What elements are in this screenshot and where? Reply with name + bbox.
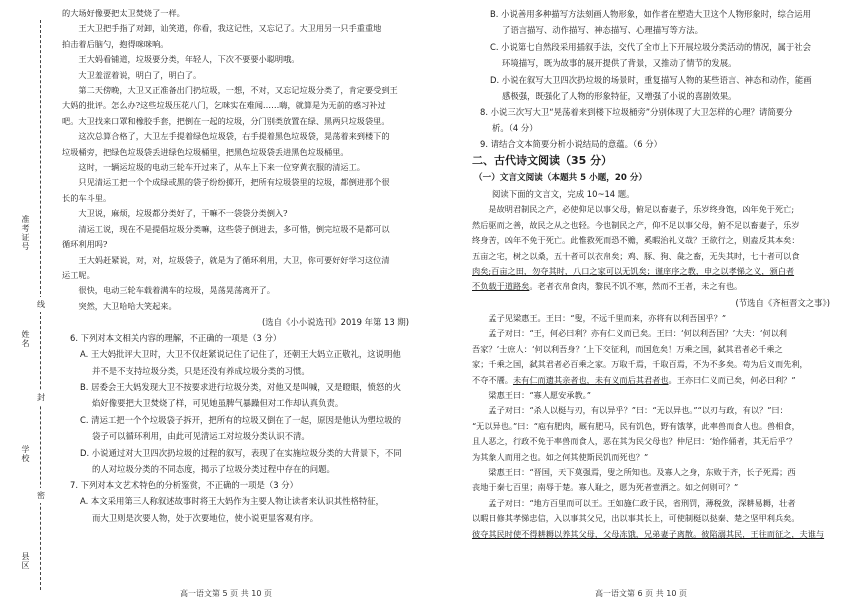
exam-number-label: 准考证号	[21, 215, 30, 251]
page-footer: 高一语文第 5 页 共 10 页	[180, 589, 272, 598]
answer-option-line: C. 小说第七自然段采用插叙手法，交代了全市上下开展垃圾分类活动的情况，属于社会	[490, 41, 812, 52]
classical-passage-1	[472, 202, 838, 294]
text-line: 为其象人而用之也。如之何其使斯民饥而死也？”	[472, 451, 649, 462]
text-line: 只见清运工把一个个成绿或黑的袋子纷纷掷开，把所有垃圾袋里的垃圾，都倒进那个很	[78, 177, 390, 188]
text-line: 吧。大卫找来口罩和橡胶手套，把倒在一起的垃圾，分门别类放置在绿、黑两只垃圾袋里。	[62, 115, 390, 126]
text-line: 丧地于秦七百里；南辱于楚。寡人耻之，愿为死者壹洒之。如之何则可？”	[472, 482, 739, 493]
answer-option-line: A. 王大妈批评大卫时，大卫不仅赶紧说记住了记住了，还朝王大妈立正敬礼，这说明他	[80, 349, 401, 360]
text-line: 第二天傍晚，大卫又正准备出门扔垃圾，一想，不对，又忘记垃圾分类了，肯定要受到王	[78, 85, 398, 96]
text-line: 以暇日修其孝悌忠信，入以事其父兄，出以事其长上，可使制梃以挞秦、楚之坚甲利兵矣。	[472, 513, 800, 524]
text-line: 彼夺其民时使不得耕耨以养其父母，父母冻饿，兄弟妻子离散。彼陷溺其民，王往而征之，夫谁与	[472, 528, 825, 539]
answer-option-line: 焰好像要把大卫焚烧了样，可见她虽脾气暴躁但对工作却认真负责。	[92, 398, 344, 409]
text-line: 五亩之宅，树之以桑，五十者可以衣帛矣；鸡、豚、狗、彘之畜，无失其时，七十者可以食	[472, 250, 800, 261]
answer-option-line: B. 居委会王大妈发现大卫不按要求进行垃圾分类，对他又是叫喊，又是瞪眼，愤怒的火	[80, 381, 401, 392]
page-footer: 高一语文第 6 页 共 10 页	[595, 589, 687, 598]
answer-option-line: A. 本文采用第三人称叙述故事时将王大妈作为主要人物让读者来认识其性格特征，	[80, 496, 385, 507]
text-line: 王大卫把手指了对卸，讪笑道，你看，我这记性，又忘记了。大卫用另一只手重重地	[78, 23, 382, 34]
question-7-options	[62, 493, 417, 526]
text-line: 很快，电动三轮车载着满车的垃圾，晃荡晃荡离开了。	[78, 285, 275, 296]
answer-option-line: 感极强，既强化了人物的形象特征，又增强了小说的喜剧效果。	[502, 91, 737, 102]
text-line: “无以异也。”曰：“庖有肥肉，厩有肥马，民有饥色，野有饿莩，此率兽而食人也。兽相食，	[472, 420, 800, 431]
text-line: 家；千乘之国，弑其君者必百乘之家。万取千焉，千取百焉，不为不多矣。苟为后义而先利，	[472, 359, 808, 370]
text-line: 突然，大卫哈哈大笑起来。	[78, 300, 177, 311]
text-line: 运工呢。	[62, 269, 95, 280]
gutter-mark-line: 线	[37, 297, 45, 312]
text-line: 这时，一辆运垃圾的电动三轮车开过来了，从车上下来一位穿黄衣服的清运工。	[78, 162, 365, 173]
text-line: 循环利用吗?	[62, 239, 108, 250]
answer-option-line: C. 清运工把一个个垃圾袋子拆开，把所有的垃圾又倒在了一起，原因是他认为塑垃圾的	[80, 414, 402, 425]
question-6-options	[62, 346, 417, 477]
school-label: 学校	[21, 445, 30, 463]
question-7-stem: 7. 下列对本文艺术特色的分析鉴赏，不正确的一项是（3 分）	[70, 480, 299, 491]
text-line: 孟子对曰：“王，何必曰利？亦有仁义而已矣。王曰：‘何以利吾国？’大夫：‘何以利	[488, 328, 787, 339]
text-line: 是故明君制民之产，必使仰足以事父母，俯足以畜妻子，乐岁终身饱，凶年免于死亡;	[488, 204, 795, 215]
section-heading: 二、古代诗文阅读（35 分）	[472, 154, 613, 168]
text-line: 然后驱而之善，故民之从之也轻。今也制民之产，仰不足以事父母，俯不足以畜妻子，乐岁	[472, 219, 800, 230]
passage-source: (节选自《齐桓晋文之事》)	[735, 297, 830, 308]
gutter-mark-seal: 封	[37, 390, 45, 405]
text-line: 清运工说，现在不是提倡垃圾分类嘛，这些袋子倒进去，多可惜，倒完垃圾不是都可以	[78, 223, 390, 234]
text-line: 孟子对曰：“地方百里而可以王。王如施仁政于民，省刑罚，薄税敛，深耕易耨，壮者	[488, 497, 796, 508]
subsection-heading: （一）文言文阅读（本题共 5 小题，20 分）	[474, 173, 648, 184]
name-label: 姓名	[21, 330, 30, 348]
right-column	[472, 6, 838, 542]
text-line: 王大妈赶紧说，对，对，垃圾袋子，就是为了循环利用，大卫，你可要好好学习这位清	[78, 254, 390, 265]
binding-gutter	[0, 0, 58, 607]
answer-option-line: 了语言描写、动作描写、神态描写、心理描写等方法。	[502, 25, 703, 36]
text-line: 孟子见梁惠王。王曰：“叟，不远千里而来，亦将有以利吾国乎？”	[488, 312, 727, 323]
answer-option-line: 并不是不支持垃圾分类，只是还没有养成垃圾分类的习惯。	[92, 365, 310, 376]
text-line: 拍击着后脑勺，抱得咪咪响。	[62, 38, 169, 49]
answer-option-line: D. 小说通过对大卫四次扔垃圾的过程的叙写，表现了在实施垃圾分类的大背景下，不同	[80, 447, 402, 458]
text-line: 且人恶之，行政不免于率兽而食人，恶在其为民父母也？仲尼曰：‘始作俑者，其无后乎’？	[472, 436, 797, 447]
text-line: 梁惠王曰：“寡人愿安承教。”	[488, 389, 591, 400]
text-line: 垃圾桶旁，把绿色垃圾袋丢进绿色垃圾桶里，把黑色垃圾袋丢进黑色垃圾桶里。	[62, 146, 349, 157]
text-line: 孟子对曰：“杀人以梃与刃，有以异乎？”曰：“无以异也。”“以刃与政，有以？”曰：	[488, 405, 788, 416]
answer-option-line: 袋子可以循环利用，由此可见清运工对垃圾分类认识不清。	[92, 431, 310, 442]
question-8-stem-cont: 析。（4 分）	[492, 123, 538, 134]
left-column	[62, 6, 417, 526]
classical-passage-2	[472, 311, 838, 542]
text-line: 大妈的批评。怎么办?这些垃圾压花八门，乞咪实在难闻……嗨，就算是为无前的惑习补过	[62, 100, 386, 111]
text-line: 梁惠王曰：“晋国，天下莫强焉，叟之所知也。及寡人之身，东败于齐，长子死焉；西	[488, 466, 796, 477]
reading-instruction: 阅读下面的文言文，完成 10~14 题。	[492, 189, 635, 200]
question-9-stem: 9. 请结合文本简要分析小说结局的意蕴。（6 分）	[480, 139, 662, 150]
text-line: 不负载于道路矣。老者衣帛食肉，黎民不饥不寒，然而不王者，未之有也。	[472, 281, 743, 292]
district-label: 县区	[21, 552, 30, 570]
text-line: 终身苦，凶年不免于死亡。此惟救死而恐不赡，奚暇治礼义哉？王欲行之，则盍反其本矣：	[472, 235, 800, 246]
story-passage	[62, 6, 417, 314]
question-7-options-continued	[472, 6, 838, 104]
gutter-mark-secret: 密	[37, 488, 45, 503]
text-line: 不夺不餍。未有仁而遗其亲者也，未有义而后其君者也。王亦曰仁义而已矣，何必曰利？”	[472, 374, 796, 385]
right-page	[430, 0, 860, 607]
text-line: 这次总算合格了，大卫左手提着绿色垃圾袋，右手提着黑色垃圾袋，晃荡着来到楼下的	[78, 131, 390, 142]
answer-option-line: B. 小说善用多种描写方法刻画人物形象，如作者在塑造大卫这个人物形象时，综合运用	[490, 9, 811, 19]
text-line: 肉矣;百亩之田，勿夺其时，八口之家可以无饥矣；谨庠序之教，申之以孝悌之义，颁白者	[472, 266, 795, 277]
question-6-stem: 6. 下列对本文相关内容的理解，不正确的一项是（3 分）	[70, 333, 282, 344]
text-line: 大卫说，麻烦，垃圾都分类好了，干嘛不一袋袋分类倒入?	[78, 208, 288, 219]
question-8-stem: 8. 小说三次写大卫“晃荡着来到楼下垃圾桶旁”分别体现了大卫怎样的心理？请简要分	[480, 107, 793, 118]
answer-option-line: 而大卫则是次要人物，处于次要地位，使小说更显客观有序。	[92, 512, 319, 523]
answer-option-line: D. 小说在叙写大卫四次扔垃圾的场景时，重复描写人物的某些语言、神态和动作，能画	[490, 74, 812, 85]
text-line: 吾家？’士庶人：‘何以利吾身？’上下交征利，而国危矣！万乘之国，弑其君者必千乘之	[472, 343, 783, 354]
text-line: 大卫羞涩着说，明白了，明白了。	[78, 69, 202, 80]
text-line: 王大妈看铺道，垃圾要分类，年轻人，下次不要要小聪明哦。	[78, 54, 300, 65]
story-source: (选自《小小说选刊》2019 年第 13 期)	[262, 317, 409, 328]
text-line: 的大场好像要把太卫焚烧了一样。	[62, 8, 185, 18]
text-line: 长的车斗里。	[62, 192, 112, 203]
answer-option-line: 的人对垃圾分类的不同态度，揭示了垃圾分类过程中存在的问题。	[92, 463, 335, 474]
answer-option-line: 环境描写，既为故事的展开提供了背景，又推动了情节的发展。	[502, 58, 737, 69]
